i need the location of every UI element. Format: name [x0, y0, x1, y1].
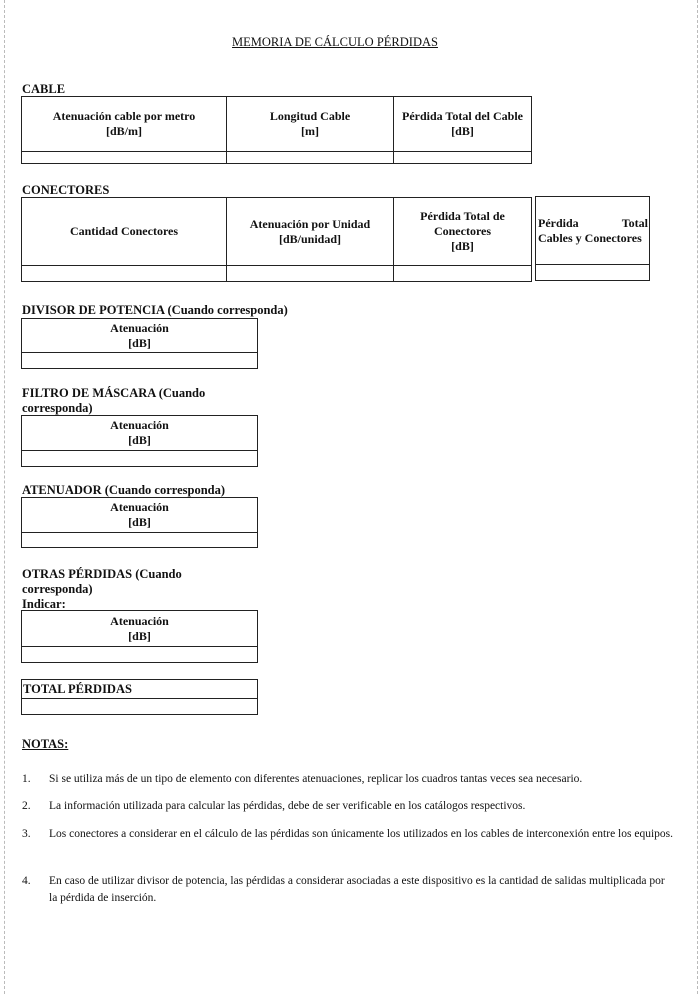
- page-title: MEMORIA DE CÁLCULO PÉRDIDAS: [232, 35, 438, 49]
- label-line: corresponda): [22, 401, 93, 415]
- header-unit: [dB]: [451, 124, 474, 138]
- section-label-conectores: CONECTORES: [22, 183, 110, 197]
- header-text: Atenuación cable por metro: [52, 109, 196, 123]
- header-unit: [dB]: [128, 335, 151, 350]
- header-text: Pérdida Total de Conectores: [420, 209, 505, 238]
- header-text: Longitud Cable: [269, 109, 351, 123]
- header-text: Pérdida Total del Cable: [401, 109, 523, 123]
- scan-edge-left: [4, 0, 5, 994]
- scan-edge-right: [697, 0, 698, 994]
- header-text: Atenuación: [110, 500, 169, 514]
- section-label-divisor: DIVISOR DE POTENCIA (Cuando corresponda): [22, 303, 288, 317]
- note-item: [22, 771, 674, 788]
- filtro-table: [21, 415, 258, 467]
- atenuador-table: [21, 497, 258, 548]
- header-text: Atenuación: [110, 613, 169, 628]
- header-unit: [dB]: [451, 239, 474, 253]
- cable-header-total: [394, 97, 531, 151]
- note-number: 4.: [22, 875, 31, 887]
- header-unit: [dB]: [128, 433, 151, 447]
- filtro-attenuation-field[interactable]: [22, 450, 257, 466]
- note-item: [22, 798, 674, 815]
- note-text: La información utilizada para calcular las pérdidas, debe de ser verificable en los catálogos respectivos.: [49, 800, 526, 812]
- note-number: 2.: [22, 800, 31, 812]
- conectores-quantity-field[interactable]: [22, 266, 227, 281]
- notas-label: NOTAS:: [22, 737, 69, 751]
- section-label-filtro: [22, 386, 205, 416]
- conectores-header-total: [394, 198, 531, 265]
- divisor-attenuation-field[interactable]: [22, 352, 257, 368]
- header-text: Atenuación: [110, 320, 169, 335]
- section-label-otras: [22, 567, 182, 612]
- total-perdidas-field[interactable]: [22, 698, 257, 714]
- filtro-header: [22, 416, 257, 450]
- note-item: [22, 826, 674, 843]
- note-text: En caso de utilizar divisor de potencia, las pérdidas a considerar asociadas a este dispositivo es la cantidad de salidas multiplicada por la pérdida de inserción.: [49, 875, 665, 904]
- header-text: Atenuación por Unidad: [249, 216, 371, 231]
- atenuador-attenuation-field[interactable]: [22, 532, 257, 547]
- otras-header: [22, 611, 257, 646]
- header-unit: [dB/unidad]: [278, 231, 342, 246]
- total-cables-conectores-box: [535, 196, 650, 281]
- header-unit: [dB]: [128, 628, 151, 643]
- conectores-table: [21, 197, 532, 282]
- note-text: Los conectores a considerar en el cálculo de las pérdidas son únicamente los utilizados en los cables de interconexión entre los equipos.: [49, 828, 673, 840]
- note-item: [22, 873, 674, 907]
- header-unit: [m]: [300, 124, 319, 138]
- conectores-total-field[interactable]: [394, 266, 531, 281]
- total-cables-conectores-field[interactable]: [536, 264, 649, 280]
- conectores-data-row: [22, 265, 531, 281]
- section-label-cable: CABLE: [22, 82, 66, 96]
- total-perdidas-label: TOTAL PÉRDIDAS: [23, 682, 132, 696]
- otras-table: [21, 610, 258, 663]
- header-unit: [dB]: [128, 515, 151, 529]
- note-text: Si se utiliza más de un tipo de elemento con diferentes atenuaciones, replicar los cuadros tantas veces sea necesario.: [49, 773, 583, 785]
- header-text: Pérdida Total: [538, 215, 648, 230]
- conectores-attenuation-field[interactable]: [227, 266, 394, 281]
- note-number: 3.: [22, 828, 31, 840]
- section-label-atenuador: ATENUADOR (Cuando corresponda): [22, 483, 226, 497]
- total-cables-conectores-header: [536, 197, 649, 264]
- total-perdidas-table: [21, 679, 258, 715]
- conectores-header-quantity: [22, 198, 227, 265]
- header-text: Cables y Conectores: [538, 230, 642, 245]
- header-text: Atenuación: [110, 418, 169, 432]
- header-unit: [dB/m]: [105, 124, 142, 138]
- cable-header-attenuation: [22, 97, 227, 151]
- label-line: corresponda): [22, 582, 93, 596]
- note-number: 1.: [22, 773, 31, 785]
- label-line: OTRAS PÉRDIDAS (Cuando: [22, 567, 182, 581]
- otras-attenuation-field[interactable]: [22, 646, 257, 662]
- divisor-header: [22, 319, 257, 352]
- divisor-table: [21, 318, 258, 369]
- cable-data-row: [22, 151, 531, 163]
- cable-attenuation-field[interactable]: [22, 152, 227, 163]
- conectores-header-attenuation: [227, 198, 394, 265]
- cable-total-field[interactable]: [394, 152, 531, 163]
- header-text: Cantidad Conectores: [69, 224, 179, 238]
- atenuador-header: [22, 498, 257, 532]
- label-line: FILTRO DE MÁSCARA (Cuando: [22, 386, 206, 400]
- indicar-label: Indicar:: [22, 597, 66, 611]
- cable-length-field[interactable]: [227, 152, 394, 163]
- cable-table: [21, 96, 532, 164]
- cable-header-length: [227, 97, 394, 151]
